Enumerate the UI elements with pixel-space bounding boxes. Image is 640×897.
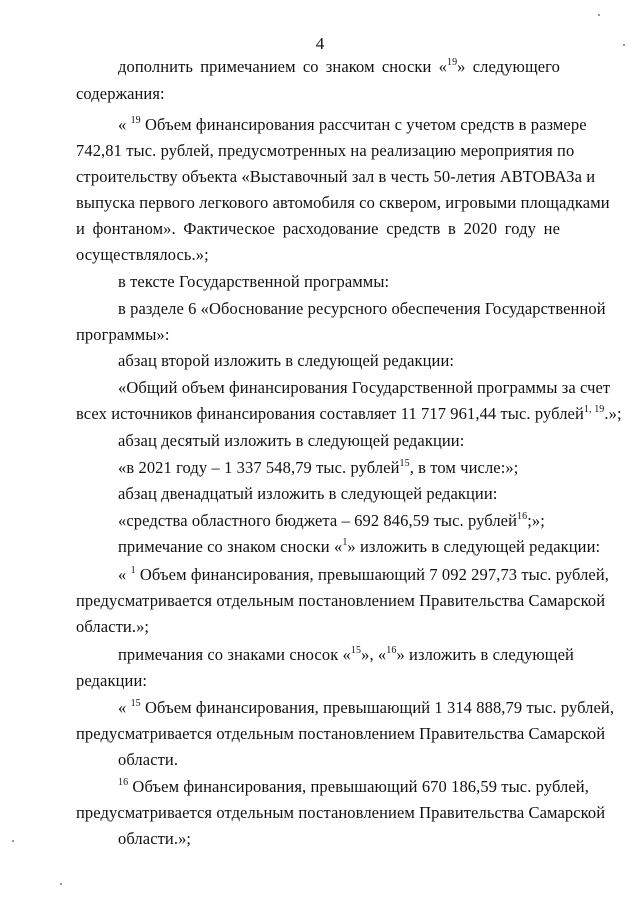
text-line: осуществлялось.»; xyxy=(76,245,209,264)
footnote-mark: 16 xyxy=(118,776,129,788)
text-line: абзац второй изложить в следующей редакции: xyxy=(118,351,455,370)
text-line: 742,81 тыс. рублей, предусмотренных на реализацию мероприятия по xyxy=(76,141,575,160)
text-line: абзац двенадцатый изложить в следующей редакции: xyxy=(118,484,498,503)
footnote-mark: 19 xyxy=(130,114,141,126)
text-line: в тексте Государственной программы: xyxy=(118,272,390,291)
text-line: всех источников финансирования составляет 11 717 961,44 тыс. рублей$^{1, 19}$.»; xyxy=(76,403,622,423)
text-line: «средства областного бюджета – 692 846,59 тыс. рублей$^{16}$;»; xyxy=(118,510,545,530)
footnote-mark: 15 xyxy=(350,644,362,656)
text-line: $^{16}$ Объем финансирования, превышающий 670 186,59 тыс. рублей, xyxy=(118,776,589,796)
text-line: содержания: xyxy=(76,84,165,103)
scan-speck xyxy=(598,14,600,16)
footnote-mark: 1, 19 xyxy=(583,403,605,415)
scan-speck xyxy=(623,44,625,46)
text-line: « $^{19}$ Объем финансирования рассчитан с учетом средств в размере xyxy=(118,114,587,134)
text-line: выпуска первого легкового автомобиля со сквером, игровыми площадками xyxy=(76,193,610,212)
text-line: области.»; xyxy=(76,617,150,636)
text-line: в разделе 6 «Обоснование ресурсного обеспечения Государственной xyxy=(118,299,606,318)
text-line: редакции: xyxy=(76,671,148,690)
text-line: области. xyxy=(118,750,179,769)
footnote-mark: 1 xyxy=(130,564,136,576)
text-line: строительству объекта «Выставочный зал в честь 50-летия АВТОВАЗа и xyxy=(76,167,596,186)
page-number: 4 xyxy=(315,34,325,53)
text-line: предусматривается отдельным постановлением Правительства Самарской xyxy=(76,724,606,743)
scan-speck xyxy=(60,883,62,885)
footnote-mark: 15 xyxy=(399,457,410,469)
footnote-mark: 16 xyxy=(517,510,528,522)
text-line: и фонтаном». Фактическое расходование средств в 2020 году не xyxy=(76,219,560,238)
text-line: абзац десятый изложить в следующей редакции: xyxy=(118,431,465,450)
footnote-mark: 16 xyxy=(386,644,397,656)
footnote-mark: 15 xyxy=(130,697,141,709)
footnote-mark: 1 xyxy=(342,536,348,548)
text-line: предусматривается отдельным постановлением Правительства Самарской xyxy=(76,803,606,822)
text-line: области.»; xyxy=(118,829,192,848)
text-line: примечание со знаком сноски «$^1$» изложить в следующей редакции: xyxy=(118,536,601,556)
text-line: « $^{15}$ Объем финансирования, превышающий 1 314 888,79 тыс. рублей, xyxy=(118,697,615,717)
text-line: программы»: xyxy=(76,325,170,344)
text-line: дополнить примечанием со знаком сноски «$^{19}$» следующего xyxy=(118,56,560,76)
footnote-mark: 19 xyxy=(446,56,458,68)
text-line: «Общий объем финансирования Государственной программы за счет xyxy=(118,378,611,397)
text-line: « $^1$ Объем финансирования, превышающий 7 092 297,73 тыс. рублей, xyxy=(118,564,609,584)
text-line: «в 2021 году – 1 337 548,79 тыс. рублей$^{15}$, в том числе:»; xyxy=(118,457,519,477)
scan-speck xyxy=(12,840,14,842)
text-line: предусматривается отдельным постановлением Правительства Самарской xyxy=(76,591,606,610)
text-line: примечания со знаками сносок «$^{15}$», «$^{16}$» изложить в следующей xyxy=(118,644,574,664)
